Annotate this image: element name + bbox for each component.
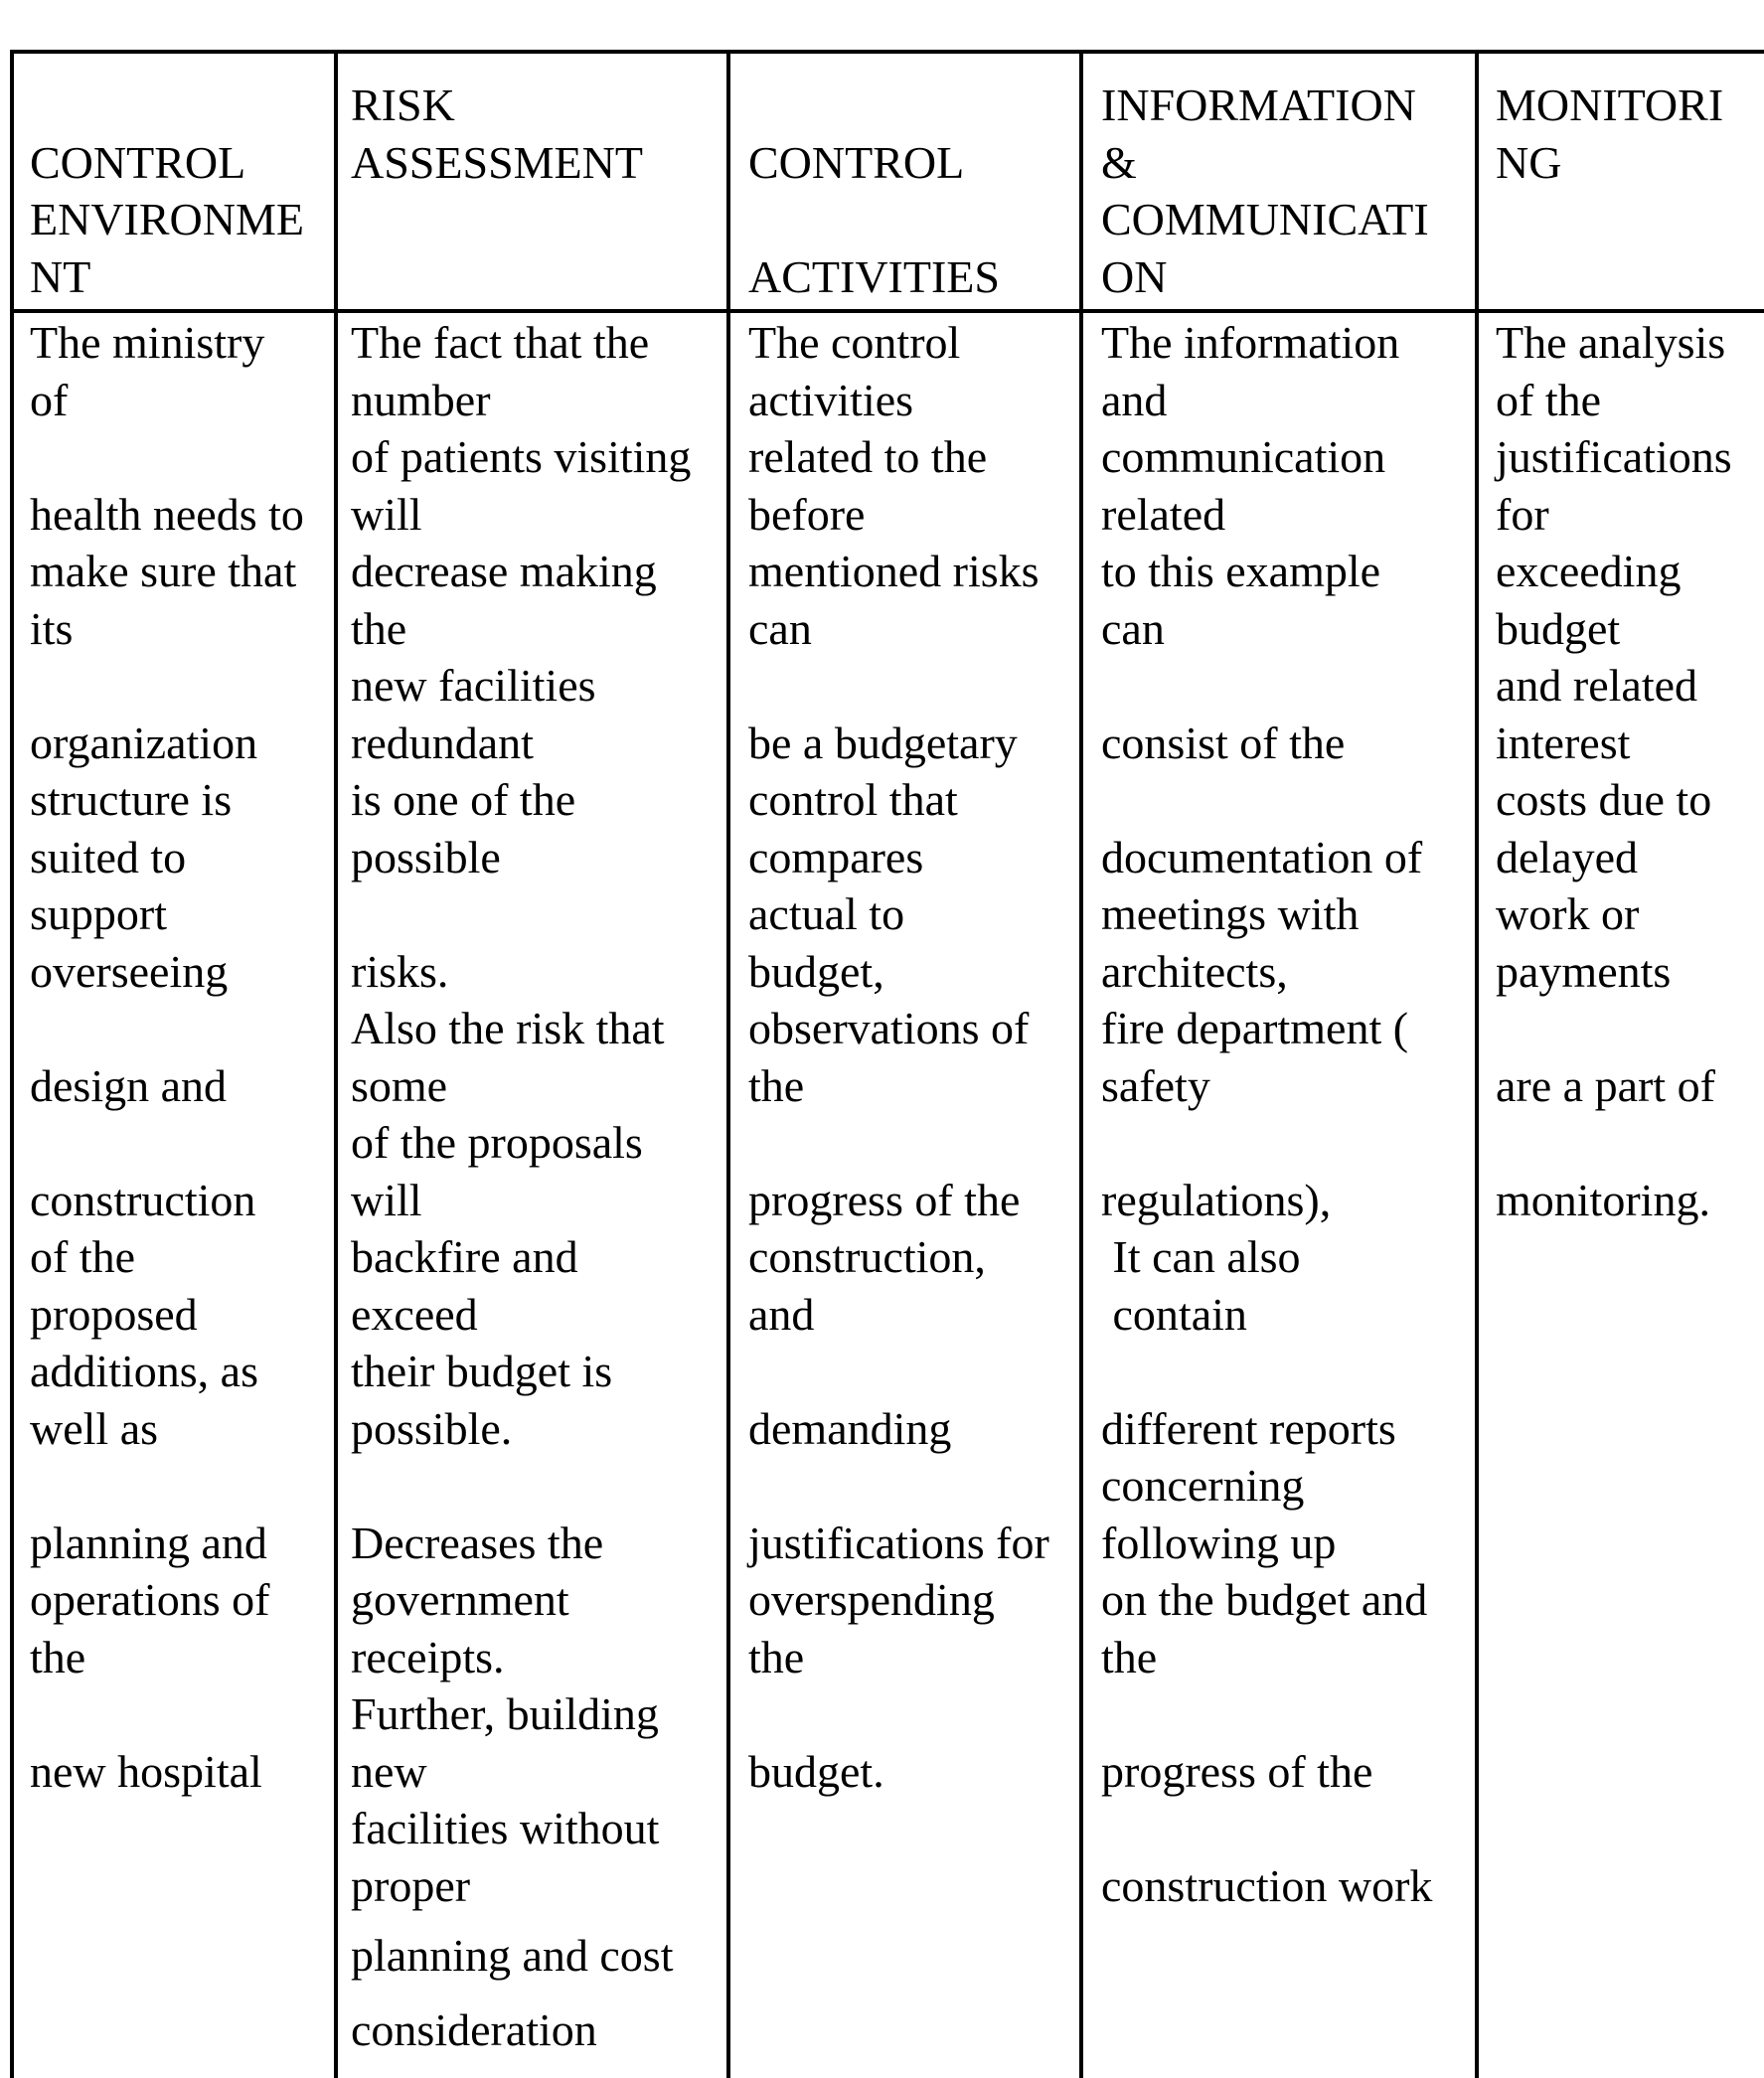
cell-risk-assessment: The fact that the number of patients visiting will decrease making the new facilities redundant is one of the possible risks. Also the risk that some of the proposals will backfire and exceed their budget is possible. Decreases the government receipts. Further, building new facilities without proper	[351, 317, 692, 1911]
column-border-2	[726, 50, 730, 2078]
cell-control-activities: The control activities related to the before mentioned risks can be a budgetary control that compares actual to budget, observations of the progress of the construction, and demanding justifications for overspending the budget.	[748, 317, 1049, 1797]
header-risk-assessment: RISK ASSESSMENT	[351, 80, 643, 188]
table-top-border	[10, 50, 1764, 54]
cell-risk-assessment-continued-1: planning and cost	[351, 1930, 674, 1981]
cell-risk-assessment-continued-2: consideration	[351, 2004, 597, 2055]
column-border-4	[1475, 50, 1479, 2078]
header-bottom-border	[10, 309, 1764, 313]
column-border-left	[10, 50, 14, 2078]
cell-information-communication: The information and communication related to this example can consist of the documentation of meetings with architects, fire department ( safety regulations), It can also contain different reports concerning following up on the budget and the progress of the construction work	[1101, 317, 1433, 1911]
column-border-3	[1079, 50, 1083, 2078]
coso-components-table	[10, 50, 1764, 2078]
header-monitoring: MONITORI NG	[1496, 80, 1724, 188]
cell-control-environment: The ministry of health needs to make sure that its organization structure is suited to support overseeing design and construction of the proposed additions, as well as planning and operations of the new hospital	[30, 317, 304, 1797]
column-border-1	[334, 50, 338, 2078]
header-control-activities: CONTROL ACTIVITIES	[748, 136, 1000, 302]
cell-monitoring: The analysis of the justifications for exceeding budget and related interest costs due to delayed work or payments are a part of monitoring.	[1496, 317, 1732, 1225]
header-information-communication: INFORMATION & COMMUNICATI ON	[1101, 80, 1429, 302]
header-control-environment: CONTROL ENVIRONME NT	[30, 136, 304, 302]
